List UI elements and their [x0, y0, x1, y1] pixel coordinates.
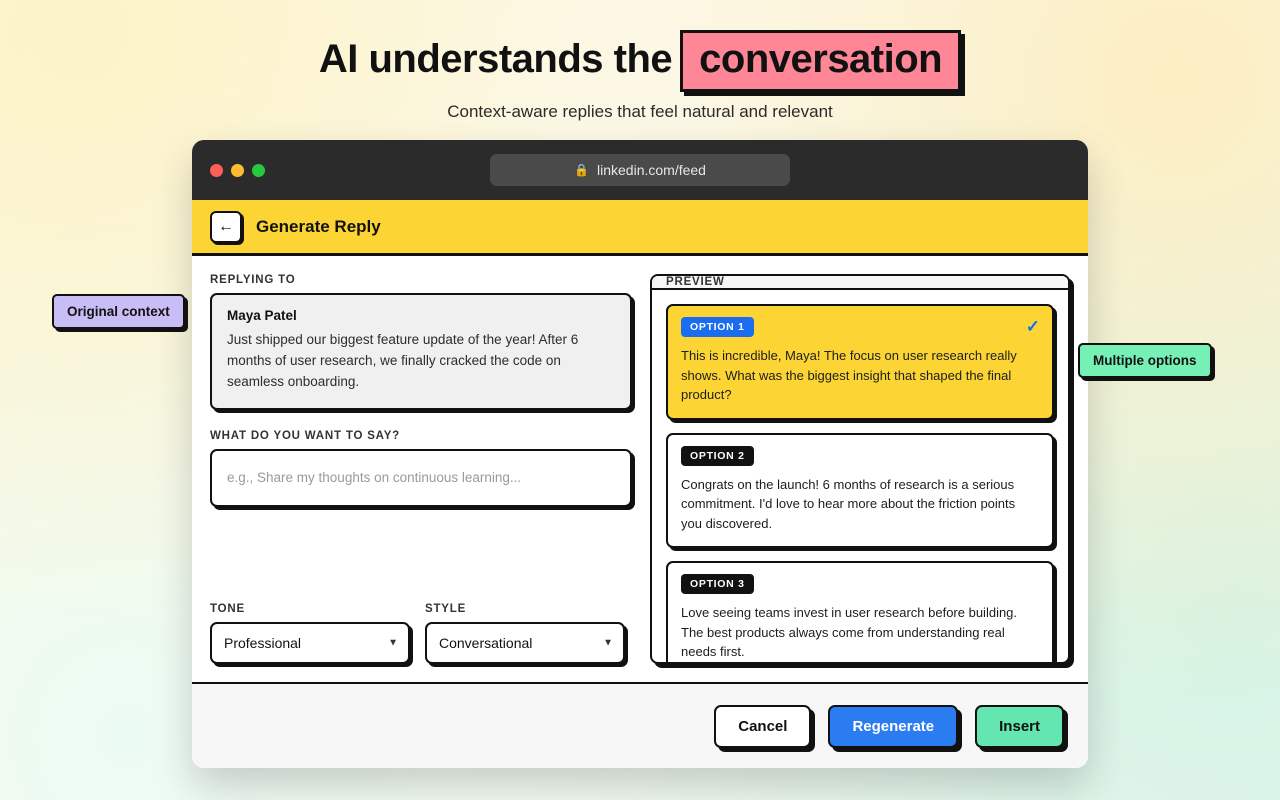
- close-window-button[interactable]: [210, 164, 223, 177]
- preview-column: [650, 274, 1070, 664]
- page-subheadline: Context-aware replies that feel natural and relevant: [447, 102, 833, 121]
- browser-window: [192, 140, 1088, 768]
- window-controls: [210, 164, 265, 177]
- what-to-say-label: WHAT DO YOU WANT TO SAY?: [210, 429, 401, 442]
- lock-icon: 🔒: [574, 163, 589, 177]
- option-badge: OPTION 2: [681, 446, 754, 466]
- preview-label: PREVIEW: [652, 276, 1068, 290]
- regenerate-button[interactable]: Regenerate: [828, 705, 958, 748]
- annotation-original-context: Original context: [52, 294, 185, 329]
- tone-group: [210, 603, 410, 664]
- reply-option[interactable]: [666, 304, 1054, 420]
- preview-panel: [650, 274, 1070, 664]
- options-row: [210, 603, 632, 664]
- original-context-card: [210, 293, 632, 410]
- app-body: [192, 256, 1088, 682]
- style-group: [425, 603, 625, 664]
- context-text: Just shipped our biggest feature update of the year! After 6 months of user research, we finally cracked the code on seamless onboarding.: [227, 332, 579, 389]
- page-headline: [0, 30, 1280, 92]
- option-badge: OPTION 1: [681, 317, 754, 337]
- browser-titlebar: [192, 140, 1088, 200]
- app-header: [192, 200, 1088, 256]
- address-bar[interactable]: [490, 154, 790, 186]
- style-label: STYLE: [425, 603, 467, 615]
- tone-select[interactable]: [210, 622, 410, 664]
- check-icon: ✓: [1025, 317, 1040, 336]
- headline-highlight: conversation: [680, 30, 961, 92]
- reply-option[interactable]: [666, 433, 1054, 549]
- app-footer: [192, 682, 1088, 768]
- cancel-button[interactable]: Cancel: [714, 705, 811, 748]
- reply-option[interactable]: [666, 561, 1054, 664]
- option-text: Congrats on the launch! 6 months of research is a serious commitment. I'd love to hear more about the friction points you discovered.: [681, 476, 1016, 531]
- headline-prefix: AI understands the: [318, 37, 673, 81]
- arrow-left-icon: ←: [218, 217, 234, 235]
- form-column: [210, 274, 632, 664]
- replying-to-label: REPLYING TO: [210, 274, 296, 286]
- tone-label: TONE: [210, 603, 245, 615]
- tone-select-wrapper: [210, 622, 410, 664]
- insert-button[interactable]: Insert: [975, 705, 1064, 748]
- page-title: Generate Reply: [256, 216, 381, 236]
- chevron-down-icon: ▼: [388, 637, 398, 649]
- style-select[interactable]: [425, 622, 625, 664]
- back-button[interactable]: [210, 211, 242, 243]
- minimize-window-button[interactable]: [231, 164, 244, 177]
- option-badge: OPTION 3: [681, 574, 754, 594]
- context-author: Maya Patel: [227, 308, 297, 323]
- chevron-down-icon: ▼: [603, 637, 613, 649]
- address-bar-url: linkedin.com/feed: [597, 162, 706, 178]
- maximize-window-button[interactable]: [252, 164, 265, 177]
- option-text: Love seeing teams invest in user research before building. The best products always come from understanding real needs first.: [681, 605, 1018, 659]
- annotation-multiple-options: Multiple options: [1078, 343, 1212, 378]
- reply-options-list: [652, 290, 1068, 664]
- option-text: This is incredible, Maya! The focus on user research really shows. What was the biggest insight that shaped the final product?: [681, 348, 1017, 402]
- what-to-say-input[interactable]: [210, 449, 632, 507]
- style-select-wrapper: [425, 622, 625, 664]
